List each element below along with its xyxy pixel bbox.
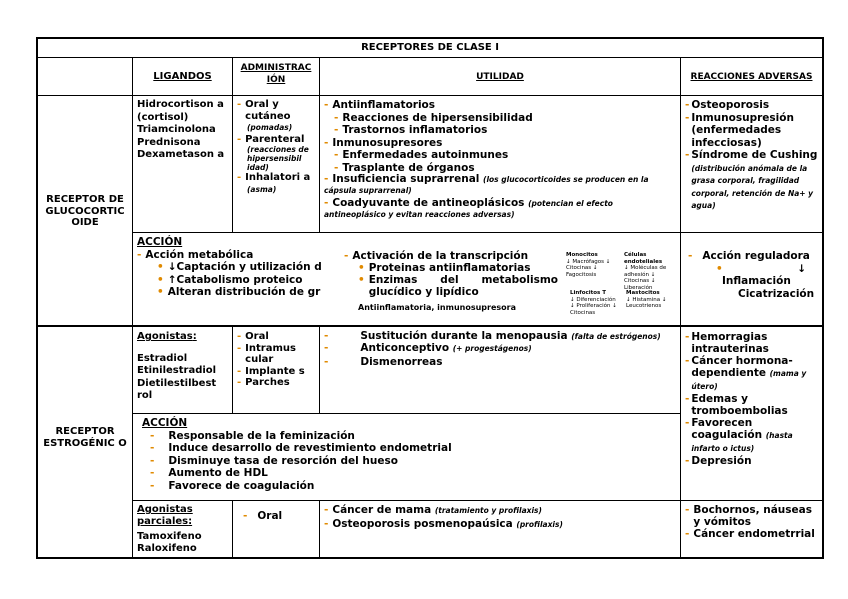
bullet-icon: -	[237, 172, 242, 183]
header-utilidad: UTILIDAD	[476, 71, 524, 82]
parciales-util-osteoporosis: - Osteoporosis posmenopaúsica (profilaxis)	[324, 517, 563, 530]
gluco-administracion	[233, 97, 319, 232]
estro-accion	[138, 415, 678, 500]
ligando-raloxifeno: Raloxifeno	[137, 542, 197, 554]
estro-util-menopausia: - Sustitución durante la menopausia (falta de estrógenos)	[324, 330, 661, 342]
accion-m3: • Alteran distribución de gr	[157, 286, 321, 298]
reac-cushing: - Síndrome de Cushing (distribución anómala de la grasa corporal, fragilidad corporal, retención de Na+ y agua)	[685, 149, 818, 210]
estro-utilidad	[320, 329, 680, 413]
bullet-icon: -	[237, 133, 242, 145]
row-label-estrogenico: RECEPTOR ESTROGÉNIC O	[43, 426, 127, 449]
gluco-reacciones	[681, 97, 822, 232]
header-reacciones: REACCIONES ADVERSAS	[690, 71, 813, 82]
diagram-mastocitos: Mastocitos ↓ Histamina ↓ Leucotrienos	[626, 290, 667, 309]
row-label-glucocorticoide: RECEPTOR DE GLUCOCORTIC OIDE	[45, 194, 125, 228]
estro-ligandos	[133, 329, 232, 413]
ligando-prednisona: Prednisona	[137, 136, 201, 148]
estro-accion-4: - Aumento de HDL	[150, 467, 268, 479]
util-trastornos: - Trastornos inflamatorios	[334, 124, 488, 136]
parciales-reac-bochornos: - Bochornos, náuseas y vómitos	[685, 504, 812, 528]
estro-accion-2: - Induce desarrollo de revestimiento endometrial	[150, 442, 452, 454]
estro-reacciones	[681, 329, 822, 500]
accion-m1: • ↓Captación y utilización d	[157, 261, 322, 273]
util-coadyuvante: - Coadyuvante de antineoplásicos (potencian el efecto antineoplásico y evitan reacciones adversas)	[324, 197, 613, 219]
ligando-dietilestilbestrol: Dietilestilbest rol	[137, 377, 217, 401]
accion-m2: • ↑Catabolismo proteico	[157, 273, 303, 286]
estro-admin-intramuscular: - Intramus cular	[237, 342, 296, 365]
reac-osteoporosis: - Osteoporosis	[685, 99, 770, 111]
gluco-accion	[133, 234, 338, 324]
reguladora-title: - Acción reguladora	[688, 250, 810, 262]
util-antiinflamatorios: - Antiinflamatorios	[324, 99, 436, 111]
parciales-utilidad	[320, 502, 680, 557]
util-autoinmunes: - Enfermedades autoinmunes	[334, 149, 509, 161]
transcripcion-title: - Activación de la transcripción	[344, 250, 529, 262]
rule-estro-accion-top	[132, 413, 680, 414]
gluco-transcripcion	[340, 248, 562, 318]
parciales-admin-oral: - Oral	[243, 510, 283, 522]
accion-title: ACCIÓN	[137, 236, 183, 248]
estro-reac-edemas: - Edemas y tromboembolias	[685, 393, 788, 417]
admin-inhalatoria-note: (asma)	[247, 184, 277, 194]
util-hipersensibilidad: - Reacciones de hipersensibilidad	[334, 111, 533, 124]
gluco-ligandos	[133, 97, 232, 232]
admin-oral-note: (pomadas)	[247, 123, 293, 132]
parciales-ligandos	[133, 502, 232, 557]
gluco-utilidad	[320, 97, 680, 232]
header-administracion	[233, 62, 319, 95]
estro-agonistas-label: Agonistas:	[137, 331, 197, 342]
estro-admin-oral: - Oral	[237, 331, 269, 342]
admin-oral: - Oral y cutáneo	[237, 99, 291, 122]
ligando-tamoxifeno: Tamoxifeno	[137, 531, 202, 542]
reguladora-cut: Cicatrización	[738, 287, 815, 300]
ligando-dexametasona: Dexametason a	[137, 149, 225, 160]
reguladora-bullet: • ↓	[716, 262, 806, 275]
header-ligandos: LIGANDOS	[153, 71, 212, 82]
admin-parenteral-note: (reacciones de hipersensibil idad)	[247, 145, 309, 172]
border-bottom	[36, 557, 824, 559]
reguladora-inflamacion: Inflamación	[722, 275, 791, 287]
diagram-monocitos: Monocitos ↓ Macrófagos ↓ Citocinas ↓ Fagocitosis	[566, 252, 611, 278]
header-administracion-b: IÓN	[266, 75, 286, 85]
transcripcion-enzimas: • Enzimas del metabolismo glucídico y lipídico	[358, 274, 558, 298]
rule-gluco-accion	[132, 232, 824, 233]
estro-reac-depresion: - Depresión	[685, 455, 752, 467]
transcripcion-proteinas: • Proteinas antiinflamatorias	[358, 262, 531, 274]
estro-util-dismenorreas: - Dismenorreas	[324, 355, 443, 368]
parciales-reac-cancer: - Cáncer endometrrial	[685, 528, 815, 540]
border-left	[36, 37, 38, 559]
parciales-util-cancer: - Cáncer de mama (tratamiento y profilaxis)	[324, 504, 542, 516]
estro-reac-cancer: - Cáncer hormona-dependiente (mama y útero)	[685, 355, 807, 391]
ligando-triamcinolona: Triamcinolona	[137, 124, 216, 135]
estro-admin-parches: - Parches	[237, 377, 290, 388]
util-insuficiencia: - Insuficiencia suprarrenal (los glucocorticoides se producen en la cápsula suprarrenal)	[324, 173, 649, 195]
parciales-reacciones	[681, 502, 822, 557]
diagram-linfocitos: Linfocitos T ↓ Diferenciación ↓ Proliferación ↓ Citocinas	[570, 290, 617, 316]
border-right	[822, 37, 824, 559]
ligando-estradiol: Estradiol	[137, 352, 188, 364]
cell-diagram	[566, 252, 678, 318]
util-inmunosupresores: - Inmunosupresores	[324, 136, 443, 149]
estro-reac-coagulacion: - Favorecen coagulación (hasta infarto o ictus)	[685, 417, 793, 453]
estro-administracion	[233, 329, 319, 413]
estro-util-anticonceptivo: - Anticonceptivo (+ progestágenos)	[324, 342, 532, 354]
transcripcion-cut: Antiinflamatoria, inmunosupresora	[358, 303, 516, 312]
util-trasplante: - Trasplante de órganos	[334, 161, 475, 174]
estro-accion-3: - Disminuye tasa de resorción del hueso	[150, 454, 398, 467]
parciales-label: Agonistas parciales:	[137, 504, 193, 527]
estro-accion-5: - Favorece de coagulación	[150, 479, 315, 492]
estro-accion-title: ACCIÓN	[142, 417, 188, 429]
rule-row1	[36, 325, 824, 327]
admin-parenteral: - Parenteral	[237, 133, 305, 145]
accion-metabolica: - Acción metabólica	[137, 248, 254, 261]
admin-inhalatoria: - Inhalatori a	[237, 172, 311, 183]
reac-inmunosupresion: - Inmunosupresión (enfermedades infecciosas)	[685, 111, 794, 149]
estro-reac-hemorragias: - Hemorragias intrauterinas	[685, 331, 769, 355]
table-title: RECEPTORES DE CLASE I	[361, 42, 499, 53]
diagram-endoteliales: Células endoteliales ↓ Moléculas de adhesión ↓ Citocinas ↓ Liberación	[624, 252, 667, 291]
ligando-hidrocortisona: Hidrocortison a (cortisol)	[137, 99, 224, 123]
parciales-administracion	[233, 508, 319, 548]
col-rule-4-accion	[680, 232, 681, 325]
ligando-etinilestradiol: Etinilestradiol	[137, 365, 217, 376]
gluco-reguladora	[684, 248, 820, 302]
rule-header	[36, 95, 824, 96]
header-administracion-a: ADMINISTRAC	[240, 63, 312, 73]
bullet-icon: -	[237, 99, 242, 110]
estro-accion-1: - Responsable de la feminización	[150, 429, 355, 442]
estro-admin-implantes: - Implante s	[237, 365, 305, 377]
rule-estro-accion-bottom	[132, 500, 824, 501]
